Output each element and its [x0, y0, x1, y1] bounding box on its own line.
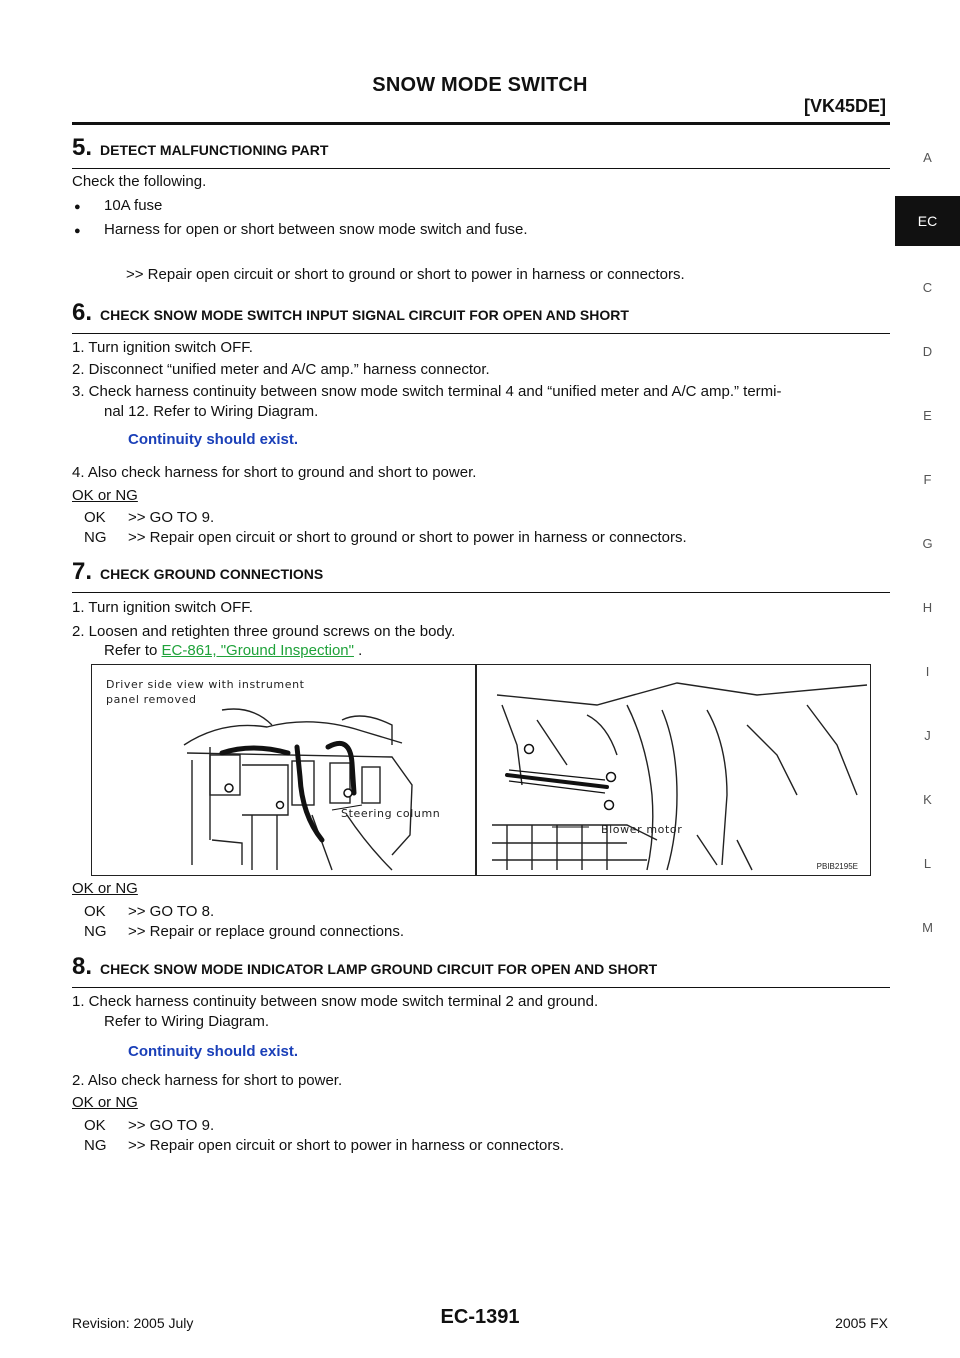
ok-result-row	[84, 903, 214, 921]
ng-value: >> Repair or replace ground connections.	[128, 923, 405, 940]
step-6-heading	[72, 299, 890, 334]
side-tab-l[interactable]: L	[923, 856, 932, 871]
step-6-item-4: 4. Also check harness for short to ground and short to power.	[72, 464, 477, 481]
step-7-refer	[104, 642, 362, 660]
side-tab-ec-active[interactable]: EC	[895, 196, 960, 246]
side-tab-h[interactable]: H	[922, 600, 933, 615]
caption-line: Driver side view with instrument	[106, 678, 305, 691]
refer-suffix: .	[358, 642, 363, 659]
step-6-item-3: 3. Check harness continuity between snow mode switch terminal 4 and “unified meter and A/C amp.” termi-	[72, 383, 782, 400]
ok-value: >> GO TO 9.	[128, 509, 215, 526]
ng-result-row	[84, 923, 404, 941]
ok-or-ng-label: OK or NG	[72, 880, 138, 897]
step-number: 6.	[72, 299, 93, 326]
label-steering-column: Steering column	[341, 807, 441, 820]
step-8-item-1-cont: Refer to Wiring Diagram.	[104, 1013, 270, 1030]
ok-key: OK	[84, 509, 106, 526]
side-tab-k[interactable]: K	[923, 792, 932, 807]
step-number: 8.	[72, 953, 93, 980]
spec-continuity: Continuity should exist.	[128, 431, 299, 448]
ng-key: NG	[84, 1137, 107, 1154]
footer-page-number: EC-1391	[440, 1306, 520, 1328]
engine-code: [VK45DE]	[803, 96, 886, 116]
caption-line: panel removed	[106, 693, 197, 706]
step-8-heading	[72, 953, 890, 988]
instrument-panel-illustration	[92, 665, 475, 875]
footer-revision: Revision: 2005 July	[72, 1315, 194, 1331]
bullet-item: ● Harness for open or short between snow mode switch and fuse.	[104, 221, 528, 239]
side-tab-d[interactable]: D	[922, 344, 933, 359]
step-8-item-1: 1. Check harness continuity between snow mode switch terminal 2 and ground.	[72, 993, 599, 1010]
ok-or-ng-label: OK or NG	[72, 1094, 138, 1111]
bullet-item: ● 10A fuse	[104, 197, 162, 215]
step-6-item-2: 2. Disconnect “unified meter and A/C amp.” harness connector.	[72, 361, 490, 378]
ok-value: >> GO TO 9.	[128, 1117, 215, 1134]
step-title: CHECK SNOW MODE SWITCH INPUT SIGNAL CIRCUIT FOR OPEN AND SHORT	[100, 307, 629, 323]
ng-value: >> Repair open circuit or short to ground or short to power in harness or connectors.	[128, 529, 687, 546]
ok-or-ng-label: OK or NG	[72, 487, 138, 504]
label-blower-motor: Blower motor	[601, 823, 683, 836]
step-title: CHECK SNOW MODE INDICATOR LAMP GROUND CIRCUIT FOR OPEN AND SHORT	[100, 961, 658, 977]
spec-continuity: Continuity should exist.	[128, 1043, 299, 1060]
step-number: 5.	[72, 134, 93, 161]
ok-value: >> GO TO 8.	[128, 903, 215, 920]
ng-key: NG	[84, 529, 107, 546]
side-tab-c[interactable]: C	[922, 280, 933, 295]
side-tab-i[interactable]: I	[925, 664, 930, 679]
side-tab-e[interactable]: E	[923, 408, 932, 423]
ng-key: NG	[84, 923, 107, 940]
step-5-result: >> Repair open circuit or short to ground or short to power in harness or connectors.	[126, 266, 685, 283]
ok-result-row	[84, 1117, 214, 1135]
step-5-heading	[72, 134, 890, 169]
step-number: 7.	[72, 558, 93, 585]
ng-value: >> Repair open circuit or short to power in harness or connectors.	[128, 1137, 565, 1154]
figure-code: PBIB2195E	[816, 862, 858, 871]
ok-key: OK	[84, 1117, 106, 1134]
ground-inspection-link[interactable]: EC-861, "Ground Inspection"	[161, 642, 354, 659]
side-tab-j[interactable]: J	[924, 728, 931, 743]
ng-result-row	[84, 1137, 564, 1155]
header-divider	[72, 122, 890, 125]
side-tab-g[interactable]: G	[922, 536, 933, 551]
step-title: DETECT MALFUNCTIONING PART	[100, 142, 329, 158]
step-title: CHECK GROUND CONNECTIONS	[100, 566, 324, 582]
step-7-heading	[72, 558, 890, 593]
step-6-item-1: 1. Turn ignition switch OFF.	[72, 339, 253, 356]
step-5-intro: Check the following.	[72, 173, 207, 190]
side-tab-m[interactable]: M	[922, 920, 933, 935]
ground-screws-figure	[91, 664, 871, 876]
step-8-item-2: 2. Also check harness for short to power.	[72, 1072, 343, 1089]
blower-motor-illustration	[477, 665, 870, 875]
side-tab-f[interactable]: F	[923, 472, 932, 487]
ng-result-row	[84, 529, 687, 547]
step-7-item-1: 1. Turn ignition switch OFF.	[72, 599, 253, 616]
step-7-item-2: 2. Loosen and retighten three ground screws on the body.	[72, 623, 456, 640]
ok-result-row	[84, 509, 214, 527]
ok-key: OK	[84, 903, 106, 920]
side-tab-a[interactable]: A	[923, 150, 932, 165]
footer-model: 2005 FX	[835, 1315, 888, 1331]
page-title: SNOW MODE SWITCH	[372, 74, 588, 96]
step-6-item-3-cont: nal 12. Refer to Wiring Diagram.	[104, 403, 319, 420]
refer-prefix: Refer to	[104, 642, 158, 659]
